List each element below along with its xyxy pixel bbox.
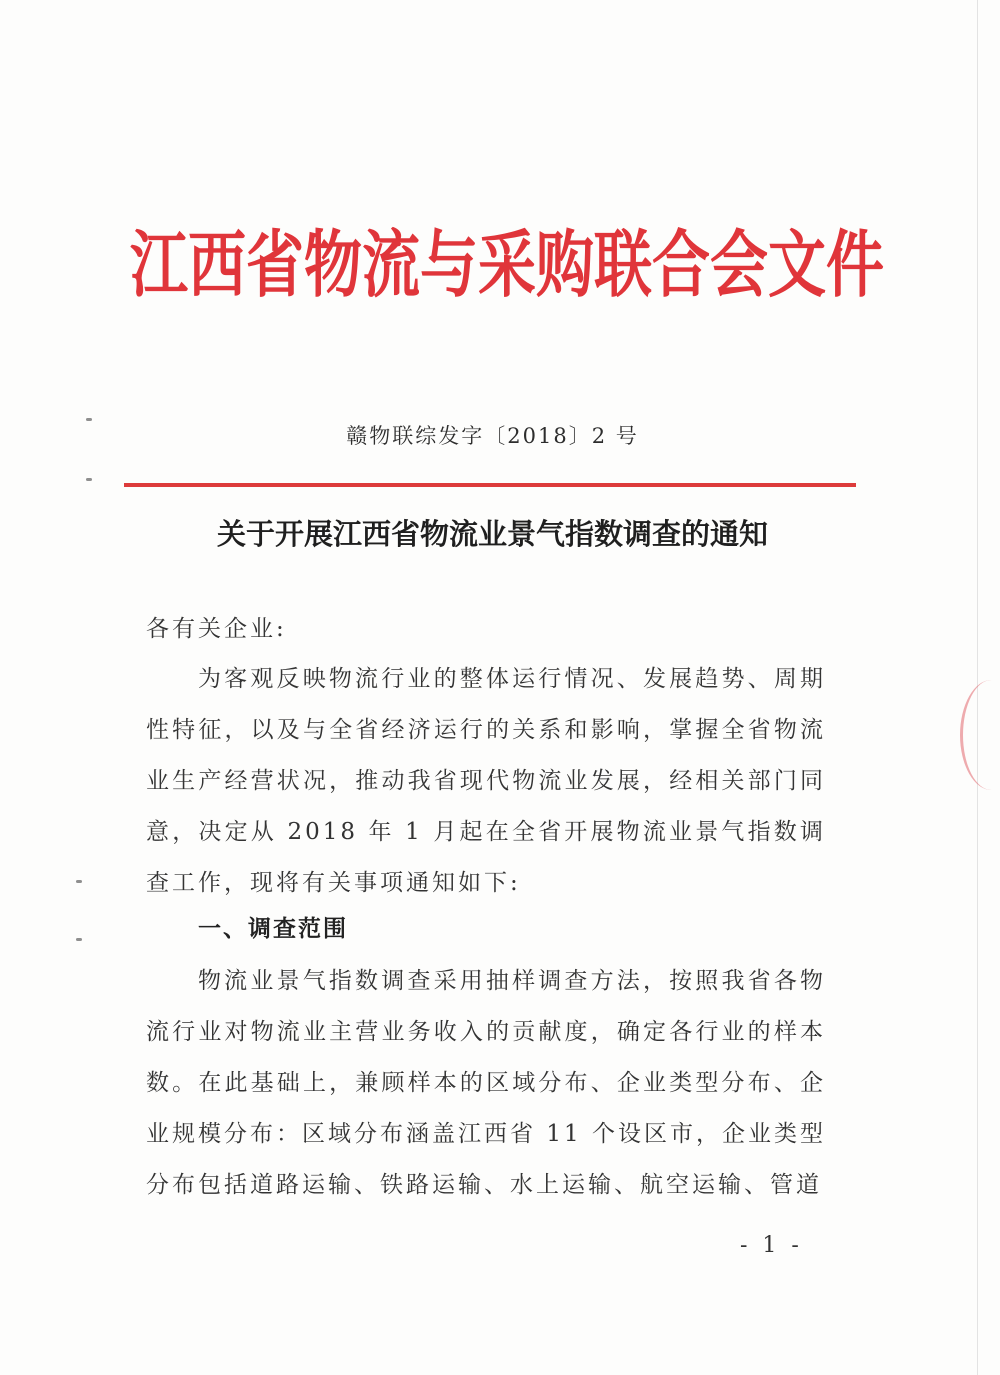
- scan-mark: [86, 418, 92, 421]
- section-heading-scope: 一、调查范围: [198, 916, 348, 942]
- scan-mark: [76, 880, 82, 883]
- seal-fragment: [960, 680, 1000, 790]
- document-title: 关于开展江西省物流业景气指数调查的通知: [216, 517, 768, 551]
- intro-paragraph: 为客观反映物流行业的整体运行情况、发展趋势、周期性特征，以及与全省经济运行的关系和影响，掌握全省物流业生产经营状况，推动我省现代物流业发展，经相关部门同意，决定从 2018 年 1 月起在全省开展物流业景气指数调查工作，现将有关事项通知如下:: [146, 666, 826, 896]
- document-number: 赣物联综发字〔2018〕2 号: [346, 424, 639, 448]
- section-scope-paragraph: 物流业景气指数调查采用抽样调查方法，按照我省各物流行业对物流业主营业务收入的贡献度，确定各行业的样本数。在此基础上，兼顾样本的区域分布、企业类型分布、企业规模分布：区域分布涵盖江西省 11 个设区市，企业类型分布包括道路运输、铁路运输、水上运输、航空运输、管道: [146, 968, 826, 1198]
- scan-mark: [76, 938, 82, 941]
- red-divider: [124, 483, 856, 487]
- salutation: 各有关企业:: [146, 616, 287, 642]
- page-number: - 1 -: [740, 1233, 803, 1258]
- masthead: 江西省物流与采购联合会文件: [130, 222, 885, 308]
- scan-mark: [86, 478, 92, 481]
